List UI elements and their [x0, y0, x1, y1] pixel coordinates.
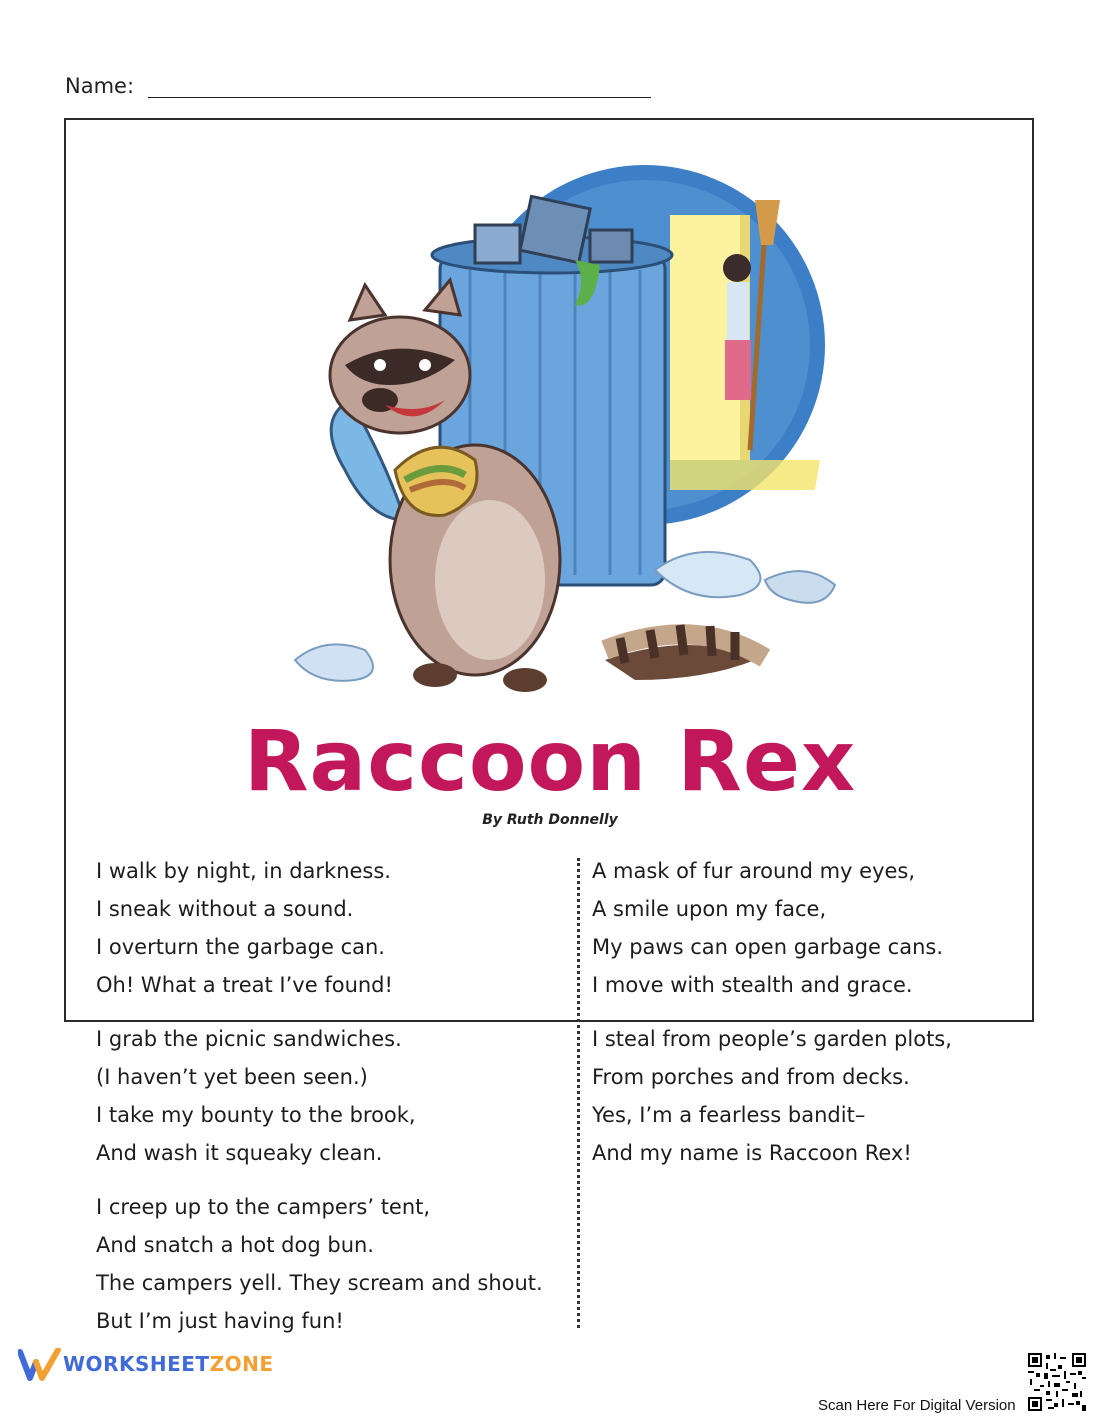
stanza	[96, 852, 543, 1004]
poem-line: The campers yell. They scream and shout.	[96, 1271, 543, 1295]
stanza	[592, 1020, 952, 1172]
poem-line: I creep up to the campers’ tent,	[96, 1195, 431, 1219]
poem-line: My paws can open garbage cans.	[592, 935, 943, 959]
poem-line: And wash it squeaky clean.	[96, 1141, 383, 1165]
poem-line: From porches and from decks.	[592, 1065, 910, 1089]
poem-line: And my name is Raccoon Rex!	[592, 1141, 912, 1165]
poem-line: I take my bounty to the brook,	[96, 1103, 416, 1127]
stanza	[592, 852, 952, 1004]
poem-line: A smile upon my face,	[592, 897, 827, 921]
poem-right-column	[592, 852, 952, 1188]
poem-line: Oh! What a treat I’ve found!	[96, 973, 393, 997]
stanza	[96, 1188, 543, 1340]
poem-left-column	[96, 852, 543, 1356]
poem-line: But I’m just having fun!	[96, 1309, 344, 1333]
stanza	[96, 1020, 543, 1172]
raccoon-garbage-can-illustration	[275, 160, 865, 715]
brand-part-1: WORKSHEET	[63, 1352, 210, 1376]
worksheetzone-wordmark[interactable]	[63, 1352, 273, 1376]
poem-line: I sneak without a sound.	[96, 897, 354, 921]
poem-title: Raccoon Rex	[243, 712, 857, 810]
poem-line: I walk by night, in darkness.	[96, 859, 391, 883]
poem-byline: By Ruth Donnelly	[482, 812, 618, 828]
poem-line: And snatch a hot dog bun.	[96, 1233, 374, 1257]
poem-line: A mask of fur around my eyes,	[592, 859, 916, 883]
poem-line: Yes, I’m a fearless bandit–	[592, 1103, 866, 1127]
poem-line: I move with stealth and grace.	[592, 973, 913, 997]
column-divider	[577, 858, 580, 1328]
poem-line: (I haven’t yet been seen.)	[96, 1065, 368, 1089]
poem-line: I steal from people’s garden plots,	[592, 1027, 952, 1051]
worksheetzone-logo-icon[interactable]	[18, 1348, 62, 1382]
name-label: Name:	[65, 74, 135, 98]
qr-code-icon[interactable]	[1028, 1353, 1086, 1411]
name-line[interactable]	[148, 97, 651, 98]
poem-line: I overturn the garbage can.	[96, 935, 385, 959]
scan-text: Scan Here For Digital Version	[818, 1397, 1016, 1414]
brand-part-2: ZONE	[209, 1352, 274, 1376]
poem-line: I grab the picnic sandwiches.	[96, 1027, 402, 1051]
